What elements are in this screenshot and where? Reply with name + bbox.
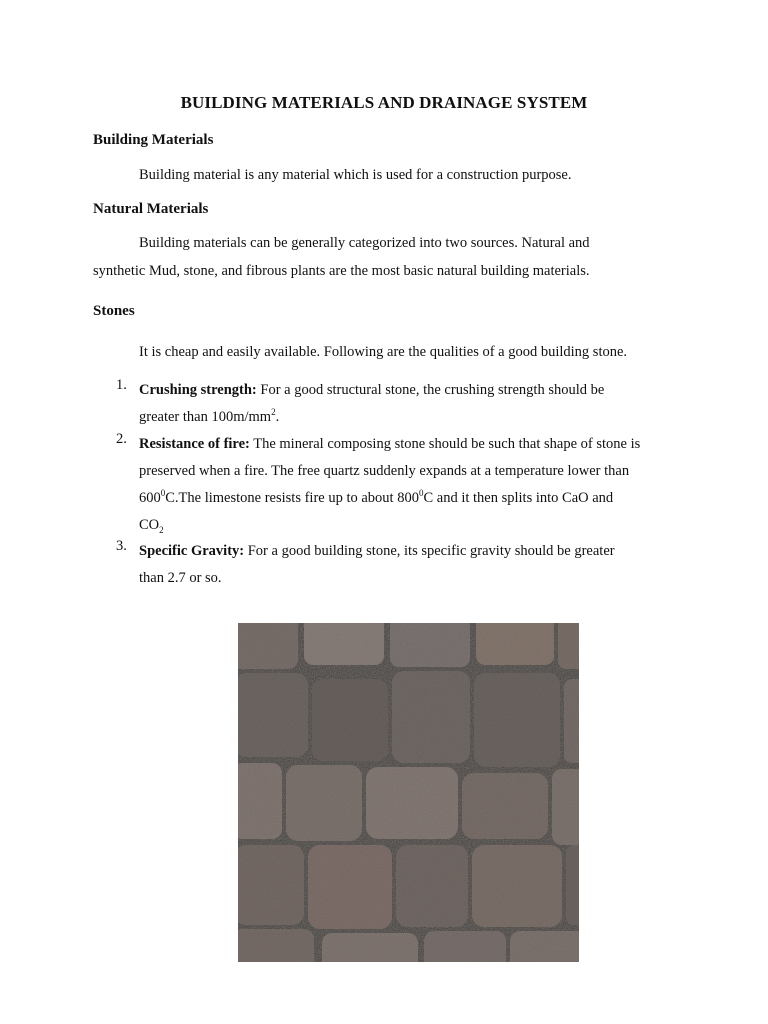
- heading-stones: Stones: [93, 303, 135, 319]
- list-item-text: .: [275, 409, 280, 425]
- stone-pavement-photo: [238, 623, 579, 962]
- list-item: [139, 377, 684, 431]
- list-item-text: C.The limestone resists fire up to about 800: [165, 490, 419, 506]
- heading-natural-materials: Natural Materials: [93, 201, 209, 217]
- natural-materials-line1: Building materials can be generally categorized into two sources. Natural and: [139, 235, 590, 251]
- list-item-text: For a good building stone, its specific gravity should be greater: [244, 543, 615, 559]
- building-materials-text: Building material is any material which is used for a construction purpose.: [139, 167, 572, 183]
- list-item-text: The mineral composing stone should be such that shape of stone is: [249, 436, 641, 452]
- list-item-text: CO: [139, 517, 160, 533]
- superscript: 2: [271, 407, 276, 418]
- superscript: 0: [160, 488, 166, 499]
- heading-building-materials: Building Materials: [93, 132, 214, 148]
- subscript: 2: [159, 524, 164, 535]
- stones-intro: It is cheap and easily available. Following are the qualities of a good building stone.: [139, 344, 628, 360]
- list-item-number: 2.: [116, 431, 127, 447]
- list-item-text: preserved when a fire. The free quartz suddenly expands at a temperature lower than: [139, 463, 630, 479]
- list-item-text: For a good structural stone, the crushing strength should be: [256, 382, 605, 398]
- list-item-text: greater than 100m/mm: [139, 409, 272, 425]
- list-item-text: 600: [139, 490, 161, 506]
- list-item: [139, 538, 684, 592]
- list-item-number: 1.: [116, 377, 127, 393]
- list-item-number: 3.: [116, 538, 127, 554]
- list-item-term: Crushing strength:: [139, 382, 257, 398]
- natural-materials-line2: synthetic Mud, stone, and fibrous plants are the most basic natural building materials.: [93, 263, 590, 279]
- list-item-text: C and it then splits into CaO and: [423, 490, 614, 506]
- list-item: [139, 431, 684, 539]
- list-item-term: Specific Gravity:: [139, 543, 245, 559]
- superscript: 0: [418, 488, 424, 499]
- document-title: BUILDING MATERIALS AND DRAINAGE SYSTEM: [180, 93, 588, 112]
- list-item-term: Resistance of fire:: [139, 436, 250, 452]
- list-item-text: than 2.7 or so.: [139, 570, 222, 586]
